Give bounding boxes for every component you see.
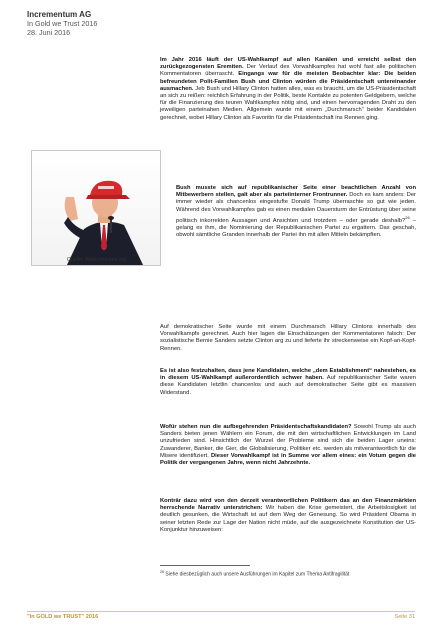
p2-lead: Bush musste sich auf republikanischer Seite einer beachtlichen Anzahl von Mitbewerbern stellen, galt aber als parteiinterner Frontrunner. (176, 185, 416, 199)
page-footer (0, 614, 442, 626)
footnote-ref: 26 (405, 214, 410, 220)
p2-text-2: – gelang es ihm, die Nominierung der Republikanischen Partei zu ergattern. Das geschah, obwohl sämtliche Granden innerhalb der Partei ihn mit allen Mitteln bekämpften. (176, 217, 416, 239)
p4-lead: Es ist also festzuhalten, dass jene Kandidaten, welche „dem Establishment“ nahestehen, es in diesem US-Wahlkampf außerordentlich schwer haben. (160, 368, 416, 382)
photo-caption: Quelle: Wikicommons.org (67, 257, 127, 263)
paragraph-3 (160, 324, 416, 353)
footnote-text: Siehe diesbezüglich auch unsere Ausführungen im Kapitel zum Thema Antifragilität (164, 571, 350, 578)
paragraph-6 (160, 498, 416, 534)
page-number: Seite 31 (394, 614, 415, 620)
p5-lead: Wofür stehen nun die aufbegehrenden Präsidentschaftskandidaten? (160, 424, 352, 430)
trump-photo (31, 150, 161, 266)
trump-photo-image (32, 151, 161, 266)
p1-lead-2: Eingangs war für die meisten Beobachter klar: Die beiden befreundeten Polit-Familien Bush und Clinton würden die Präsidentschaft untereinander ausmachen. (160, 71, 417, 92)
p6-lead: Konträr dazu wird von den derzeit verantwortlichen Politikern das an den Finanzmärkten herrschende Narrativ unterstrichen: (160, 498, 416, 512)
p2-text: Doch es kam anders: Der immer wieder als chancenlos eingestufte Donald Trump überraschte so gut wie jeden. Während des Vorwahlkampfes gab es einen medialen Dauersturm der Entrüstung über seine politisch inkorrekten Aussagen und Ansichten und trotzdem – oder gerade deshalb? (176, 192, 416, 224)
paragraph-1 (160, 57, 416, 122)
report-title: In Gold we Trust 2016 (27, 19, 98, 28)
footnote-number: 26 (160, 570, 164, 574)
footer-report-title: "In GOLD we TRUST" 2016 (27, 614, 99, 620)
paragraph-2 (176, 185, 416, 239)
p3-text: Auf demokratischer Seite wurde mit einem Durchmarsch Hillary Clintons innerhalb des Vorwahlkampfs gerechnet. Auch hier lagen die Einschätzungen der Kommentatoren falsch: Der sozialistische Bernie Sanders setzte Clinton arg zu und lieferte ihr streckenweise ein Kopf-an-Kopf-Rennen. (160, 324, 416, 352)
p4-text: Auf republikanischer Seite waren diese Kandidaten letztlin chancenlos und auch auf demokratischer Seite gibt es massiven Widerstand. (160, 375, 416, 396)
paragraph-5 (160, 424, 416, 467)
p5-text: Sowohl Trump als auch Sanders bieten jenen Wählern ein Forum, die mit den wirtschaftlichen Entwicklungen im Land unzufrieden sind. Hinsichtlich der Wurzel der Probleme sind sich die beiden Lager uneins: Zuwanderer, Banker, die Gier, die Globalisierung, Politiker etc. werden als mitverantwortlich für die Misere identifiziert. (160, 424, 416, 459)
p6-text: Wir haben die Krise gemeistert, die Arbeitslosigkeit ist deutlich gesunken, die Wirtschaft ist auf dem Weg der Genesung. So wird Präsident Obama in seiner letzten Rede zur Lage der Nation nicht müde, auf die ausgezeichnete Konstitution der US-Konjunktur hinzuweisen: (160, 505, 416, 533)
footnote-divider (160, 565, 250, 566)
p1-text: Der Verlauf des Vorwahlkampfes hat wohl fast alle politischen Kommentatoren überrascht. (160, 64, 416, 78)
footnote (160, 570, 349, 578)
report-date: 28. Juni 2016 (27, 28, 71, 37)
page-header (27, 10, 97, 37)
p1-lead: Im Jahr 2016 läuft der US-Wahlkampf auf allen Kanälen und erreicht selbst den zurückgezogensten Eremiten. (160, 57, 416, 71)
p1-text-2: Jeb Bush und Hillary Clinton hatten alles, was es braucht, um die US-Präsidentschaft an sich zu reißen: reichlich Erfahrung in der Politik, beste Kontakte zu potenten Geldgebern, welche für die Finanzierung des teuren Wahlkampfes nötig sind, und einen hervorragenden Draht zu den jeweiligen parteinahen Medien. Allgemein wurde mit einem „Durchmarsch“ beider Kandidaten gerechnet, wobei Hillary Clinton als Favoritin für die Präsidentschaft ins Rennen ging. (160, 85, 416, 121)
p5-lead-2: Dieser Vorwahlkampf ist in Summe vor allem eines: ein Votum gegen die Politik der vergangenen Jahre, wenn nicht Jahrzehnte. (160, 452, 417, 467)
company-name: Incrementum AG (27, 10, 92, 19)
paragraph-4 (160, 368, 416, 397)
footer-divider (27, 611, 415, 612)
